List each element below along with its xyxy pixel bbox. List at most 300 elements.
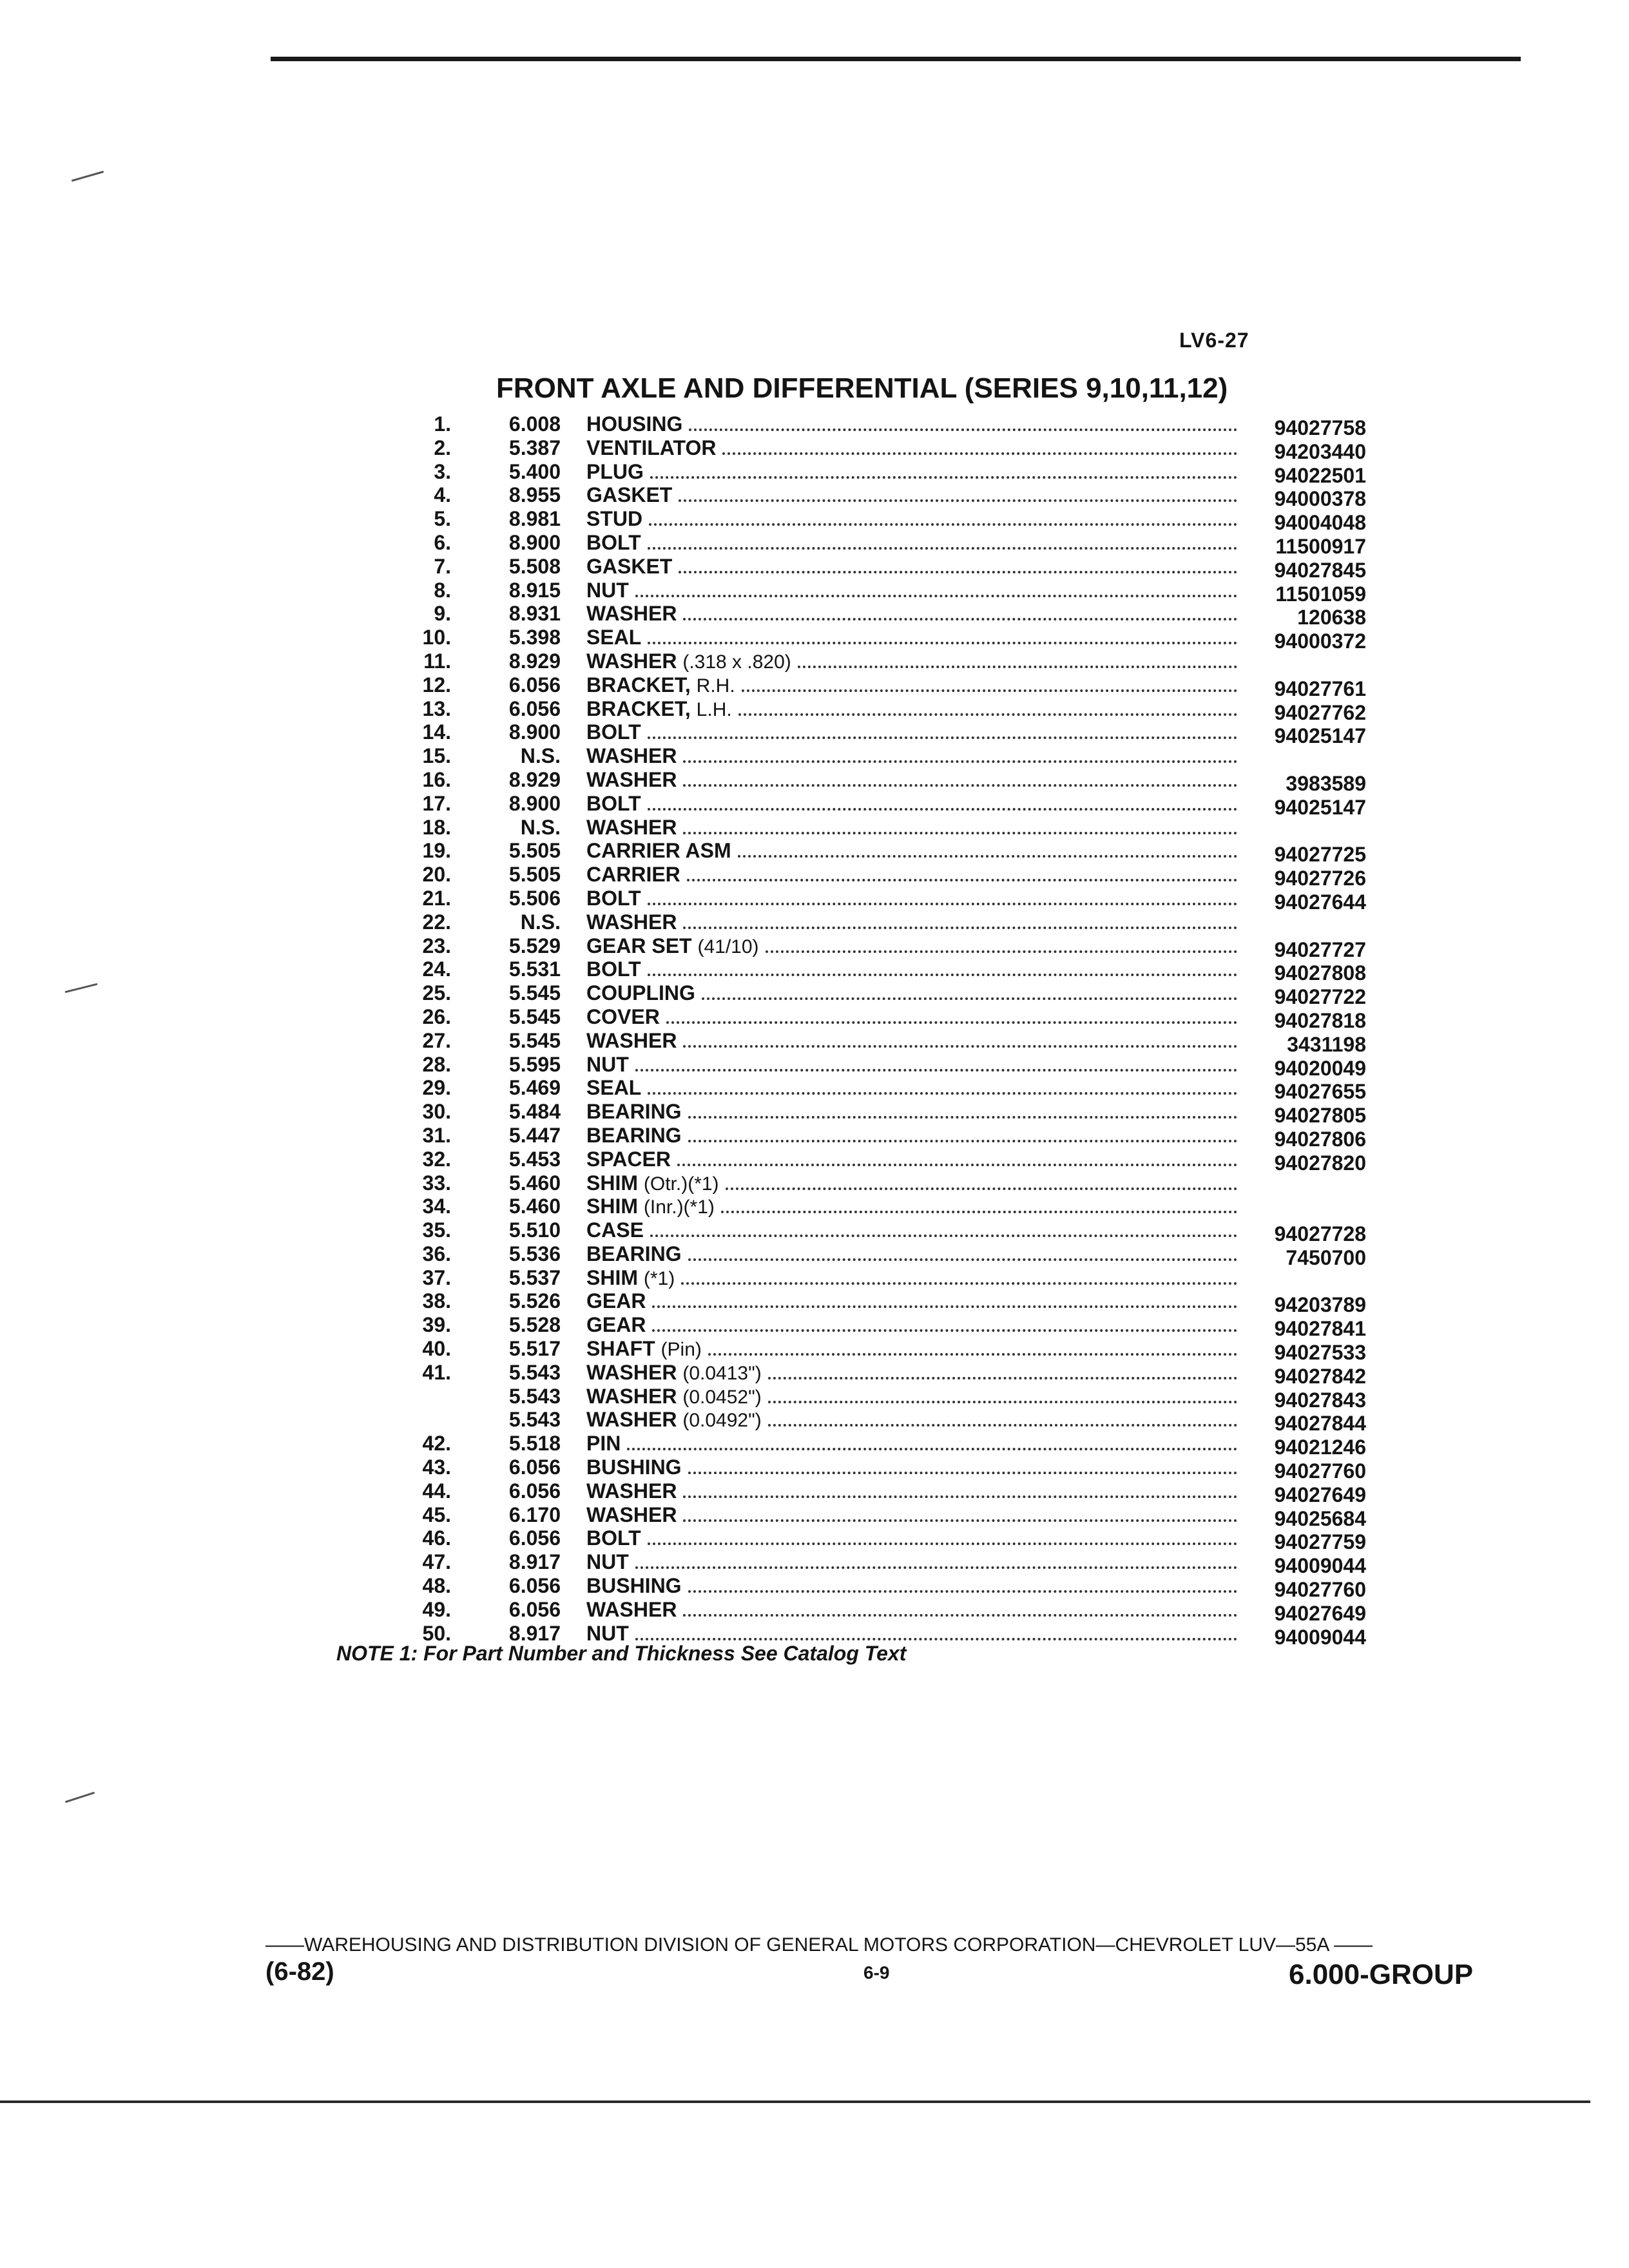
description-leader [586, 934, 1237, 959]
dot-leader [726, 1187, 1237, 1190]
part-description [586, 981, 702, 1006]
part-row [361, 816, 1366, 840]
part-name: PLUG [586, 459, 644, 483]
part-description [586, 1266, 681, 1291]
part-row [361, 1218, 1366, 1246]
dot-leader [768, 1423, 1237, 1427]
description-leader [586, 1550, 1237, 1575]
group-number: 5.518 [508, 1432, 561, 1456]
group-number: 5.545 [508, 981, 561, 1005]
ref-number: 39. [422, 1313, 451, 1337]
ref-number: 10. [422, 626, 451, 649]
part-description [586, 1195, 721, 1220]
ref-number: 14. [422, 720, 451, 744]
part-description [586, 768, 683, 793]
group-number: 6.056 [508, 1456, 561, 1479]
ref-number: 16. [422, 767, 451, 791]
dot-leader [721, 1210, 1237, 1213]
part-description [586, 579, 635, 604]
part-row [361, 626, 1366, 653]
footer-page-number: 6-9 [863, 1963, 890, 1983]
description-leader [586, 1385, 1237, 1410]
group-number: 5.484 [508, 1100, 561, 1124]
description-leader [586, 649, 1237, 675]
group-number: 5.595 [508, 1052, 561, 1076]
dot-leader [679, 570, 1237, 573]
part-name: WASHER [586, 1503, 677, 1526]
part-name: GASKET [586, 483, 673, 507]
part-name: BOLT [586, 957, 641, 981]
ref-number: 40. [422, 1337, 451, 1361]
part-description [586, 1598, 683, 1623]
part-name: BOLT [586, 791, 641, 815]
ref-number: 32. [422, 1147, 451, 1171]
part-name: CASE [586, 1218, 644, 1242]
part-number: 94027805 [1274, 1104, 1366, 1128]
dot-leader [627, 1447, 1237, 1450]
group-number: 5.536 [508, 1242, 561, 1265]
part-number: 94203440 [1274, 439, 1366, 463]
dot-leader [688, 1590, 1237, 1593]
part-description [586, 1313, 652, 1338]
group-number: N.S. [520, 815, 561, 839]
part-name: BEARING [586, 1100, 682, 1124]
group-number: 8.929 [508, 767, 561, 791]
part-row [361, 1289, 1366, 1317]
dot-leader [683, 617, 1237, 620]
part-row [361, 436, 1366, 463]
description-leader [586, 1526, 1237, 1552]
group-number: 5.447 [508, 1123, 561, 1147]
part-row [361, 1195, 1366, 1218]
part-name: WASHER [586, 602, 677, 626]
ref-number: 3. [434, 459, 451, 483]
part-name: WASHER [586, 815, 677, 839]
ref-number: 38. [422, 1289, 451, 1313]
part-row [361, 1456, 1366, 1483]
part-number: 94027841 [1274, 1317, 1366, 1341]
part-description [586, 460, 650, 485]
dot-leader [635, 1566, 1237, 1569]
ref-number: 33. [422, 1171, 451, 1195]
group-number: 8.917 [508, 1550, 561, 1574]
part-description [586, 555, 679, 580]
ref-number: 43. [422, 1456, 451, 1479]
part-row [361, 1384, 1366, 1412]
part-note: L.H. [696, 698, 732, 720]
part-name: HOUSING [586, 412, 683, 436]
part-description [586, 1574, 688, 1599]
part-description [586, 1171, 726, 1196]
scan-mark [72, 171, 104, 182]
part-description [586, 1242, 688, 1267]
description-leader [586, 981, 1237, 1006]
group-number: 5.460 [508, 1171, 561, 1195]
part-description [586, 507, 649, 532]
part-name: WASHER [586, 1597, 677, 1621]
group-number: 8.900 [508, 530, 561, 554]
dot-leader [738, 854, 1237, 858]
part-description [586, 1456, 688, 1481]
description-leader [586, 555, 1237, 580]
dot-leader [683, 831, 1237, 834]
top-rule [271, 57, 1521, 61]
dot-leader [635, 1068, 1237, 1072]
description-leader [586, 720, 1237, 745]
ref-number: 25. [422, 981, 451, 1005]
part-description [586, 1526, 648, 1552]
part-number: 94021246 [1274, 1436, 1366, 1459]
part-name: CARRIER ASM [586, 839, 731, 863]
part-number: 94027655 [1274, 1080, 1366, 1104]
group-number: 8.929 [508, 649, 561, 673]
description-leader [586, 957, 1237, 983]
part-row [361, 1337, 1366, 1365]
description-leader [586, 1479, 1237, 1504]
part-row [361, 1004, 1366, 1032]
group-number: 5.469 [508, 1076, 561, 1100]
ref-number: 7. [434, 554, 451, 578]
catalog-note: NOTE 1: For Part Number and Thickness See Catalog Text [336, 1642, 907, 1665]
group-number: 5.545 [508, 1004, 561, 1028]
part-number: 94027533 [1274, 1341, 1366, 1365]
description-leader [586, 1242, 1237, 1267]
group-number: 5.398 [508, 626, 561, 649]
part-row [361, 1100, 1366, 1128]
part-name: BOLT [586, 720, 641, 744]
ref-number: 12. [422, 673, 451, 697]
group-number: 5.506 [508, 886, 561, 910]
part-row [361, 1479, 1366, 1506]
group-number: 6.056 [508, 697, 561, 720]
part-number: 94203789 [1274, 1293, 1366, 1317]
dot-leader [652, 1329, 1237, 1332]
part-note: (*1) [643, 1267, 675, 1289]
part-name: GEAR SET [586, 934, 692, 957]
part-description [586, 1289, 652, 1314]
part-row [361, 767, 1366, 795]
dot-leader [687, 878, 1237, 881]
dot-leader [652, 1305, 1237, 1308]
description-leader [586, 910, 1237, 936]
part-number: 94027649 [1274, 1483, 1366, 1506]
dot-leader [722, 452, 1237, 455]
dot-leader [683, 1613, 1237, 1617]
part-description [586, 436, 722, 461]
part-note: R.H. [696, 675, 735, 697]
dot-leader [648, 736, 1237, 739]
part-name: SPACER [586, 1147, 671, 1171]
part-name: SEAL [586, 1076, 642, 1100]
part-description [586, 744, 683, 769]
part-row [361, 483, 1366, 511]
part-row [361, 1076, 1366, 1104]
scan-mark [64, 983, 97, 993]
part-number: 94027727 [1274, 937, 1366, 961]
group-number: 5.543 [508, 1408, 561, 1432]
part-number: 94027844 [1274, 1412, 1366, 1436]
part-number: 94009044 [1274, 1625, 1366, 1649]
dot-leader [708, 1352, 1237, 1356]
part-description [586, 1550, 635, 1575]
part-name: BUSHING [586, 1574, 682, 1598]
part-number: 94025684 [1274, 1506, 1366, 1530]
part-description [586, 1053, 635, 1078]
ref-number: 47. [422, 1550, 451, 1574]
description-leader [586, 602, 1237, 627]
description-leader [586, 673, 1237, 698]
part-number: 94025147 [1274, 724, 1366, 748]
part-row [361, 1408, 1366, 1436]
description-leader [586, 626, 1237, 651]
page-title: FRONT AXLE AND DIFFERENTIAL (SERIES 9,10,11,12) [496, 372, 1228, 404]
part-name: NUT [586, 1052, 629, 1076]
description-leader [586, 1195, 1237, 1220]
description-leader [586, 744, 1237, 769]
dot-leader [648, 641, 1237, 644]
dot-leader [768, 1400, 1237, 1403]
description-leader [586, 1361, 1237, 1386]
ref-number: 13. [422, 697, 451, 720]
part-number: 94027761 [1274, 677, 1366, 700]
description-leader [586, 1148, 1237, 1173]
group-number: 5.526 [508, 1289, 561, 1313]
part-number: 94027759 [1274, 1530, 1366, 1554]
ref-number: 19. [422, 839, 451, 863]
part-description [586, 531, 648, 556]
dot-leader [689, 428, 1237, 431]
part-name: WASHER [586, 744, 677, 768]
dot-leader [688, 1139, 1237, 1142]
part-description [586, 863, 687, 888]
group-number: 5.537 [508, 1265, 561, 1289]
dot-leader [688, 1115, 1237, 1119]
part-description [586, 1218, 650, 1244]
group-number: 6.056 [508, 673, 561, 697]
part-name: CARRIER [586, 863, 680, 887]
part-note: (Inr.)(*1) [643, 1196, 715, 1218]
description-leader [586, 1337, 1237, 1362]
part-description [586, 720, 648, 745]
dot-leader [648, 902, 1237, 905]
part-number: 94027808 [1274, 961, 1366, 985]
part-row [361, 1313, 1366, 1341]
description-leader [586, 1171, 1237, 1196]
group-number: 5.517 [508, 1337, 561, 1361]
dot-leader [683, 1495, 1237, 1498]
ref-number: 42. [422, 1432, 451, 1456]
ref-number: 21. [422, 886, 451, 910]
page-code: LV6-27 [1179, 329, 1249, 352]
part-row [361, 697, 1366, 724]
part-row [361, 839, 1366, 867]
part-description [586, 1408, 768, 1433]
part-number: 94027818 [1274, 1008, 1366, 1032]
part-number: 94027758 [1274, 416, 1366, 439]
description-leader [586, 839, 1237, 864]
group-number: 8.955 [508, 483, 561, 507]
part-number: 94027806 [1274, 1127, 1366, 1151]
part-description [586, 839, 738, 864]
part-note: (Otr.)(*1) [643, 1173, 719, 1195]
part-number: 94000372 [1274, 629, 1366, 653]
part-name: BOLT [586, 886, 641, 910]
group-number: 5.510 [508, 1218, 561, 1242]
part-description [586, 1100, 688, 1125]
part-name: NUT [586, 1550, 629, 1574]
parts-list [361, 412, 1366, 1649]
dot-leader [768, 1376, 1237, 1379]
part-row [361, 910, 1366, 934]
part-row [361, 649, 1366, 673]
dot-leader [683, 760, 1237, 763]
description-leader [586, 1432, 1237, 1457]
ref-number: 27. [422, 1028, 451, 1052]
description-leader [586, 483, 1237, 508]
part-row [361, 1526, 1366, 1554]
part-note: (0.0452") [682, 1386, 762, 1408]
dot-leader [688, 1471, 1237, 1474]
part-row [361, 1242, 1366, 1269]
ref-number: 17. [422, 791, 451, 815]
description-leader [586, 1100, 1237, 1125]
dot-leader [683, 783, 1237, 787]
dot-leader [681, 1282, 1237, 1285]
ref-number: 20. [422, 863, 451, 887]
ref-number: 18. [422, 815, 451, 839]
part-row [361, 1147, 1366, 1175]
part-row [361, 744, 1366, 768]
part-description [586, 910, 683, 936]
group-number: 8.915 [508, 578, 561, 602]
part-number: 94027842 [1274, 1364, 1366, 1388]
ref-number: 5. [434, 507, 451, 531]
description-leader [586, 1029, 1237, 1054]
ref-number: 24. [422, 957, 451, 981]
ref-number: 44. [422, 1479, 451, 1503]
group-number: 5.460 [508, 1195, 561, 1218]
part-name: WASHER [586, 1479, 677, 1503]
part-number: 94027725 [1274, 843, 1366, 867]
part-name: GEAR [586, 1289, 646, 1313]
group-number: 8.917 [508, 1621, 561, 1645]
footer-organization: ——WAREHOUSING AND DISTRIBUTION DIVISION OF GENERAL MOTORS CORPORATION—CHEVROLET LUV—55A —— [265, 1934, 1373, 1956]
group-number: N.S. [520, 744, 561, 768]
part-number: 94027820 [1274, 1151, 1366, 1175]
part-number: 94009044 [1274, 1554, 1366, 1578]
dot-leader [742, 689, 1237, 692]
ref-number: 36. [422, 1242, 451, 1265]
part-number: 94027722 [1274, 985, 1366, 1009]
ref-number: 1. [434, 412, 451, 436]
group-number: 5.505 [508, 863, 561, 887]
ref-number: 30. [422, 1100, 451, 1124]
part-description [586, 1337, 708, 1362]
part-number: 94027845 [1274, 558, 1366, 582]
group-number: 5.453 [508, 1147, 561, 1171]
group-number: 5.545 [508, 1028, 561, 1052]
group-number: 5.508 [508, 554, 561, 578]
group-number: 8.900 [508, 720, 561, 744]
group-number: 6.056 [508, 1597, 561, 1621]
dot-leader [635, 594, 1237, 597]
part-row [361, 1171, 1366, 1195]
description-leader [586, 887, 1237, 912]
description-leader [586, 507, 1237, 532]
part-name: WASHER [586, 1384, 677, 1408]
part-number: 94022501 [1274, 463, 1366, 487]
part-row [361, 1028, 1366, 1056]
part-row [361, 1123, 1366, 1151]
ref-number: 22. [422, 910, 451, 934]
scan-mark [65, 1792, 95, 1803]
description-leader [586, 1124, 1237, 1149]
part-name: BRACKET, [586, 673, 691, 697]
ref-number: 41. [422, 1360, 451, 1384]
part-description [586, 1432, 627, 1457]
part-number: 3431198 [1287, 1032, 1366, 1056]
part-name: BOLT [586, 530, 641, 554]
description-leader [586, 697, 1237, 722]
ref-number: 26. [422, 1004, 451, 1028]
part-row [361, 791, 1366, 819]
part-description [586, 1479, 683, 1504]
description-leader [586, 1408, 1237, 1433]
part-name: VENTILATOR [586, 436, 717, 459]
ref-number: 28. [422, 1052, 451, 1076]
ref-number: 11. [423, 649, 451, 673]
description-leader [586, 1598, 1237, 1623]
dot-leader [798, 665, 1237, 668]
dot-leader [702, 997, 1237, 1000]
part-description [586, 602, 683, 627]
part-row [361, 1503, 1366, 1530]
part-number: 11501059 [1275, 582, 1366, 606]
part-description [586, 957, 648, 983]
ref-number: 23. [422, 934, 451, 957]
part-description [586, 816, 683, 841]
ref-number: 8. [434, 578, 451, 602]
description-leader [586, 1456, 1237, 1481]
part-description [586, 792, 648, 817]
ref-number: 37. [422, 1265, 451, 1289]
part-number: 94027760 [1274, 1578, 1366, 1602]
description-leader [586, 1289, 1237, 1314]
group-number: 6.170 [508, 1503, 561, 1526]
part-row [361, 459, 1366, 487]
part-row [361, 886, 1366, 914]
part-description [586, 1148, 677, 1173]
part-number: 94004048 [1274, 511, 1366, 535]
description-leader [586, 1005, 1237, 1030]
ref-number: 2. [434, 436, 451, 459]
part-name: WASHER [586, 1408, 677, 1432]
part-name: BUSHING [586, 1456, 682, 1479]
part-description [586, 1076, 648, 1101]
group-number: 5.529 [508, 934, 561, 957]
part-number: 120638 [1297, 606, 1366, 629]
part-name: NUT [586, 1621, 629, 1645]
part-description [586, 1029, 683, 1054]
part-number: 3983589 [1286, 771, 1366, 795]
dot-leader [766, 950, 1237, 953]
part-row [361, 1550, 1366, 1578]
description-leader [586, 436, 1237, 461]
part-row [361, 554, 1366, 582]
dot-leader [738, 713, 1237, 716]
part-row [361, 981, 1366, 1009]
part-number: 94020049 [1274, 1056, 1366, 1080]
